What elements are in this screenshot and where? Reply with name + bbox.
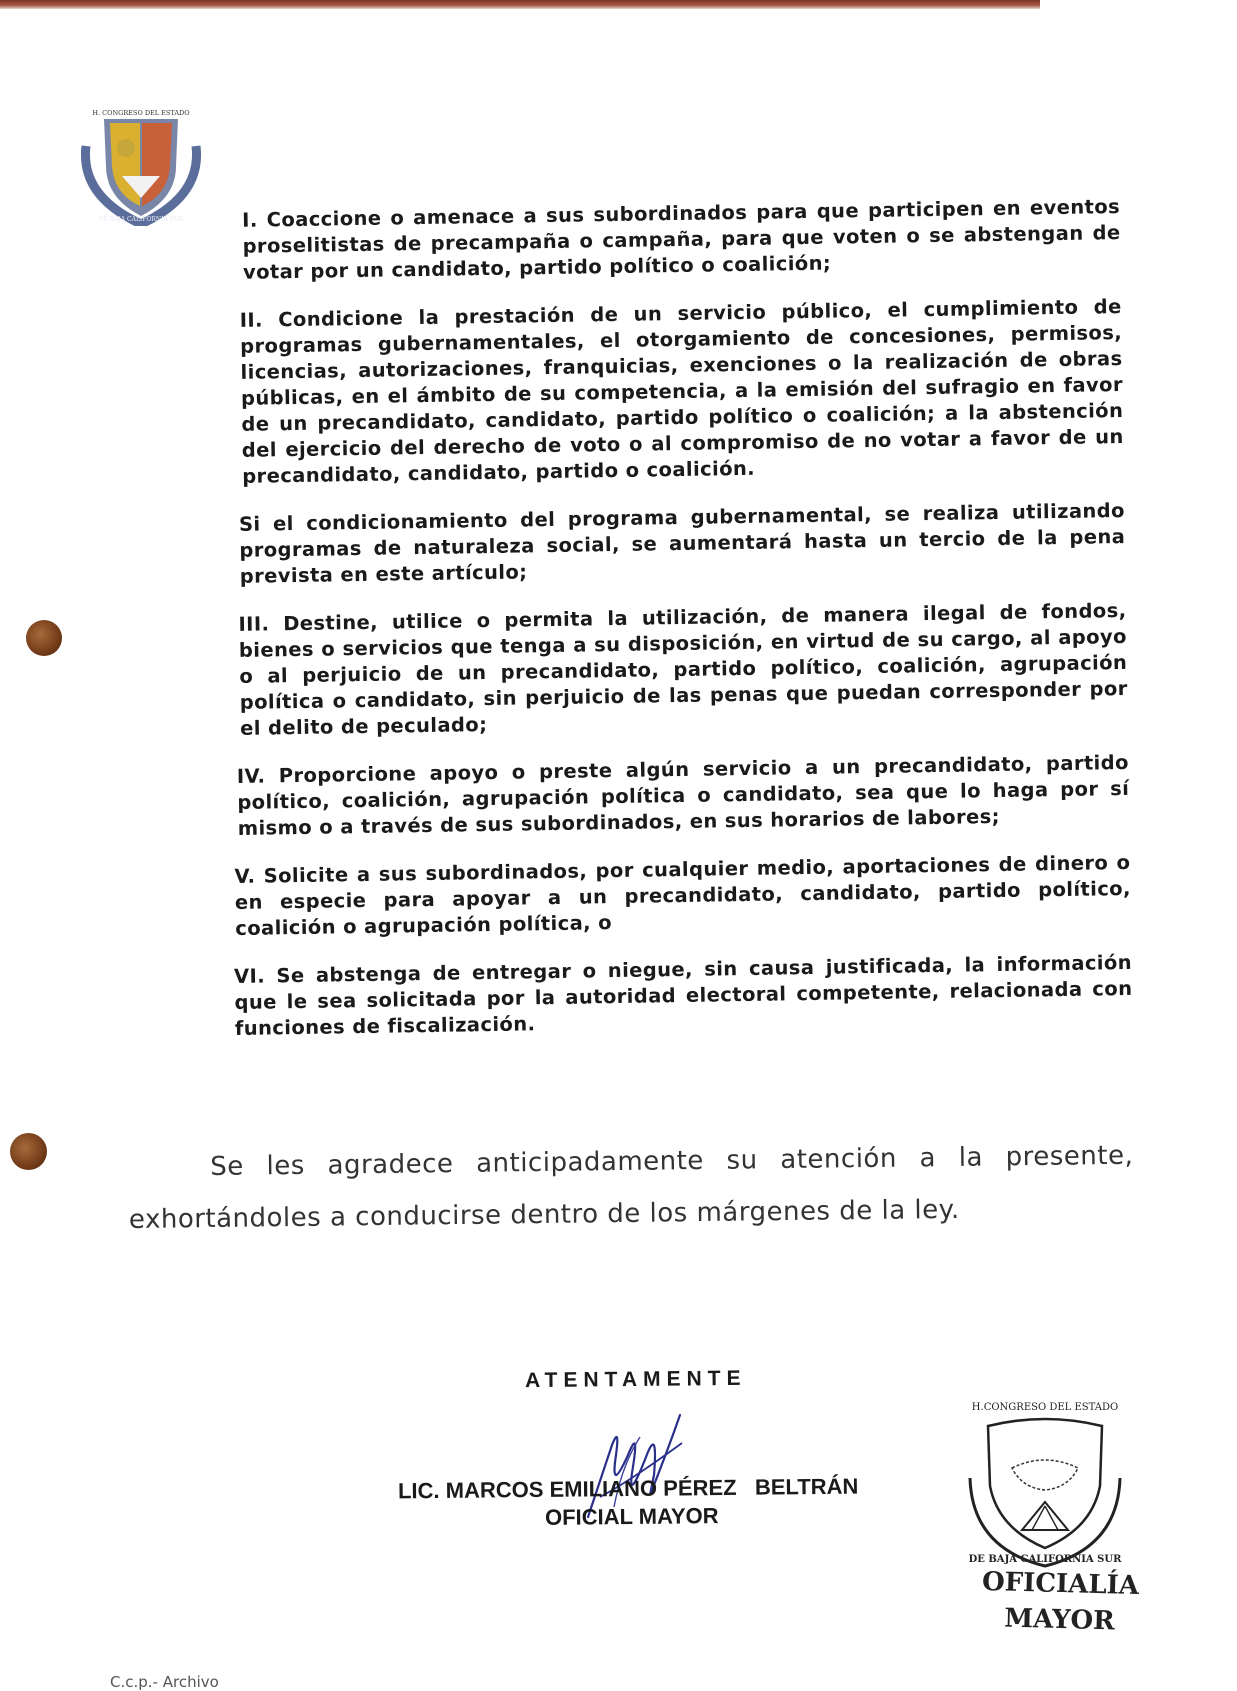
official-seal	[960, 1398, 1130, 1573]
congress-logo	[76, 106, 206, 226]
closing-line-1: Se les agradece anticipadamente su atención a la presente,	[210, 1140, 1134, 1182]
office-stamp-line-1: OFICIALÍA	[981, 1566, 1140, 1602]
fraction-ii: II. Condicione la prestación de un servicio público, el cumplimiento de programas gubernamentales, el otorgamiento de concesiones, permisos, licencias, autorizaciones, franquicias, exenciones o la realización de obras públicas, en el ámbito de su competencia, a la emisión del sufragio en favor de un precandidato, candidato, partido político o coalición; a la abstención del ejercicio del derecho de voto o al compromiso de no votar a favor de un precandidato, candidato, partido o coalición.	[239, 295, 1124, 488]
closing-line-2: exhortándoles a conducirse dentro de los márgenes de la ley.	[128, 1194, 960, 1235]
closing-greeting: ATENTAMENTE	[524, 1366, 747, 1393]
svg-text:H.CONGRESO DEL ESTADO: H.CONGRESO DEL ESTADO	[971, 1402, 1119, 1413]
office-stamp	[974, 1564, 1146, 1640]
fraction-i: I. Coaccione o amenace a sus subordinados para que participen en eventos proselitistas de precampaña o campaña, para que voten o se abstengan de votar por un candidato, partido político o coalición;	[242, 195, 1121, 284]
article-fractions	[230, 194, 1133, 1064]
signer-title: OFICIAL MAYOR	[544, 1503, 719, 1530]
binder-hole	[26, 620, 62, 656]
svg-text:DE BAJA CALIFORNIA SUR: DE BAJA CALIFORNIA SUR	[98, 216, 184, 223]
office-stamp-line-2: MAYOR	[1003, 1603, 1116, 1637]
fraction-vi: VI. Se abstenga de entregar o niegue, sin causa justificada, la información que le sea solicitada por la autoridad electoral competente, relacionada con funciones de fiscalización.	[233, 950, 1133, 1041]
signer-name: LIC. MARCOS EMILIANO PÉREZ BELTRÁN	[397, 1473, 859, 1504]
closing-paragraph	[128, 1130, 1134, 1246]
fraction-ii-aggravation: Si el condicionamiento del programa gubernamental, se realiza utilizando programas de naturaleza social, se aumentará hasta un tercio de la pena prevista en este artículo;	[238, 498, 1126, 588]
fraction-v: V. Solicite a sus subordinados, por cualquier medio, aportaciones de dinero o en especie para apoyar a un precandidato, candidato, partido político, coalición o agrupación política, o	[234, 850, 1131, 941]
cc-archive: C.c.p.- Archivo	[110, 1673, 219, 1691]
svg-text:H. CONGRESO DEL ESTADO: H. CONGRESO DEL ESTADO	[92, 109, 190, 117]
page-top-edge	[0, 0, 1040, 9]
fraction-iii: III. Destine, utilice o permita la utilización, de manera ilegal de fondos, bienes o servicios que tenga a su disposición, en virtud de su cargo, al apoyo o al perjuicio de un precandidato, partido político, coalición, agrupación política o candidato, sin perjuicio de las penas que puedan corresponder por el delito de peculado;	[238, 598, 1128, 740]
binder-hole	[10, 1133, 47, 1170]
svg-text:DE BAJA CALIFORNIA SUR: DE BAJA CALIFORNIA SUR	[968, 1554, 1122, 1565]
fraction-iv: IV. Proporcione apoyo o preste algún servicio a un precandidato, partido político, coalición, agrupación política o candidato, sea que lo haga por sí mismo o a través de sus subordinados, en sus horarios de labores;	[236, 750, 1130, 840]
